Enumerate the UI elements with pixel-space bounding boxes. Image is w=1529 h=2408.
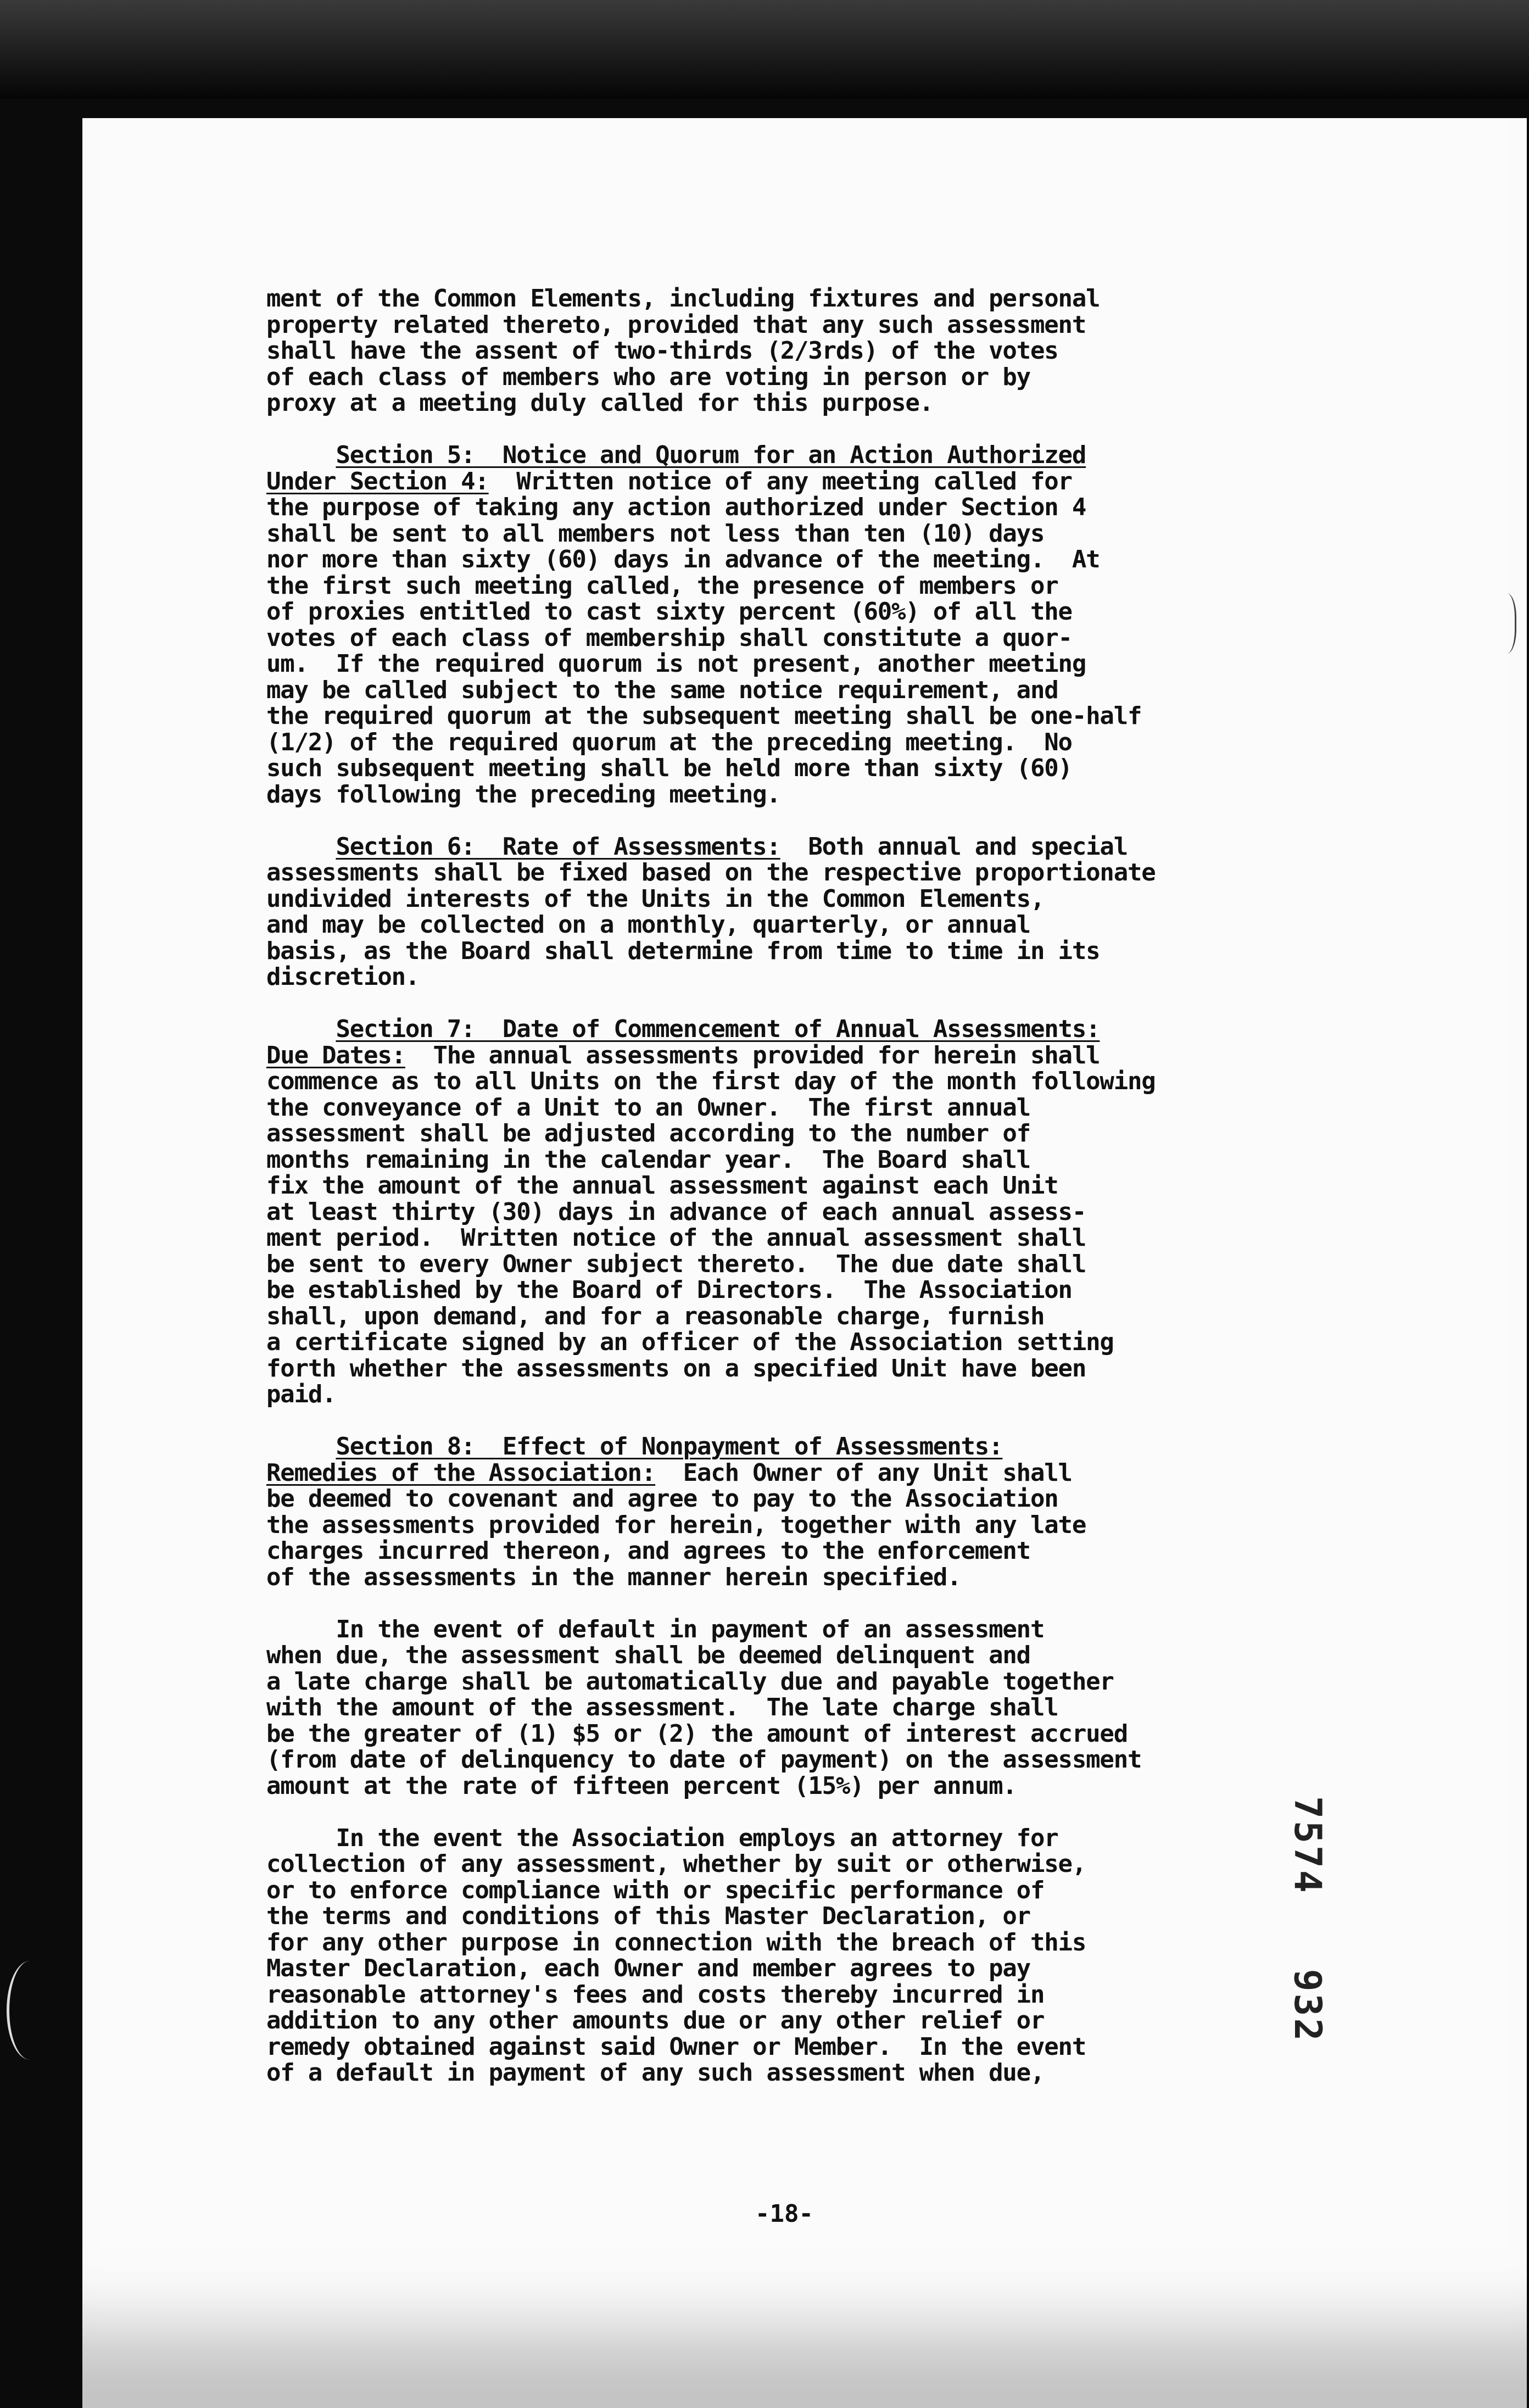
paragraph-block [266,286,1310,416]
page-number: -18- [755,2200,813,2228]
text-line: of each class of members who are voting in person or by [266,363,1030,391]
text-line: remedy obtained against said Owner or Member. In the event [266,2032,1086,2061]
section-text: Written notice of any meeting called for [488,467,1072,495]
section-heading: Section 6: Rate of Assessments: [336,832,780,861]
text-line: the conveyance of a Unit to an Owner. The first annual [266,1093,1030,1122]
text-line: be established by the Board of Directors. The Association [266,1276,1072,1304]
text-line: for any other purpose in connection with the breach of this [266,1928,1086,1956]
text-line: commence as to all Units on the first day of the month following [266,1067,1156,1095]
text-line: charges incurred thereon, and agrees to the enforcement [266,1537,1030,1565]
indent [266,833,336,861]
text-line: be the greater of (1) $5 or (2) the amount of interest accrued [266,1719,1128,1748]
text-line: votes of each class of membership shall constitute a quor- [266,623,1072,652]
text-line: the required quorum at the subsequent meeting shall be one-half [266,702,1142,730]
text-line: a certificate signed by an officer of the Association setting [266,1328,1114,1356]
text-line: um. If the required quorum is not present, another meeting [266,650,1086,678]
text-line: proxy at a meeting duly called for this purpose. [266,389,933,417]
text-line: property related thereto, provided that any such assessment [266,310,1086,339]
text-line: and may be collected on a monthly, quarterly, or annual [266,911,1030,939]
section-heading: Section 7: Date of Commencement of Annual Assessments: [336,1015,1100,1043]
margin-pen-mark [1493,593,1516,654]
paragraph-gap [266,990,1310,1017]
section-heading: Section 8: Effect of Nonpayment of Assessments: [336,1432,1003,1461]
text-line: such subsequent meeting shall be held more than sixty (60) [266,754,1072,782]
document-body [266,286,1310,2086]
text-line: be sent to every Owner subject thereto. The due date shall [266,1250,1086,1278]
section-text: The annual assessments provided for herein shall [405,1041,1100,1069]
text-line: In the event the Association employs an attorney for [266,1824,1058,1852]
section-heading-line [266,1460,1310,1486]
text-line: assessment shall be adjusted according to the number of [266,1119,1030,1147]
section-text: Each Owner of any Unit shall [655,1458,1072,1487]
text-line: at least thirty (30) days in advance of each annual assess- [266,1197,1086,1226]
paragraph-gap [266,1590,1310,1617]
text-line: paid. [266,1380,336,1408]
text-line: ment of the Common Elements, including fixtures and personal [266,285,1100,313]
section-block [266,1016,1310,1408]
section-heading-line [266,1434,1310,1460]
paragraph-gap [266,1408,1310,1434]
paragraph-gap [266,1799,1310,1825]
text-line: ment period. Written notice of the annual assessment shall [266,1224,1086,1252]
section-block [266,834,1310,990]
text-line: the assessments provided for herein, together with any late [266,1510,1086,1539]
text-line: the first such meeting called, the presence of members or [266,571,1058,600]
text-line: when due, the assessment shall be deemed delinquent and [266,1641,1030,1669]
section-heading: Section 5: Notice and Quorum for an Action Authorized [336,441,1086,469]
text-line: or to enforce compliance with or specific performance of [266,1876,1045,1904]
recording-stamp: 7574 932 [1286,1796,1329,2043]
text-line: a late charge shall be automatically due and payable together [266,1667,1114,1696]
text-line: of proxies entitled to cast sixty percent (60%) of all the [266,598,1072,626]
text-line: addition to any other amounts due or any other relief or [266,2006,1045,2034]
text-line: be deemed to covenant and agree to pay to the Association [266,1485,1058,1513]
section-block [266,1434,1310,1590]
text-line: amount at the rate of fifteen percent (15%) per annum. [266,1771,1017,1800]
text-line: basis, as the Board shall determine from time to time in its [266,937,1100,965]
section-heading-line [266,1016,1310,1043]
text-line: forth whether the assessments on a specified Unit have been [266,1354,1086,1383]
text-line: undivided interests of the Units in the Common Elements, [266,884,1045,913]
indent [266,1015,336,1043]
text-line: Master Declaration, each Owner and member agrees to pay [266,1954,1030,1982]
paragraph-gap [266,807,1310,834]
section-block [266,442,1310,807]
text-line: may be called subject to the same notice requirement, and [266,676,1058,704]
text-line: discretion. [266,963,420,991]
text-line: (from date of delinquency to date of payment) on the assessment [266,1746,1142,1774]
section-heading-line [266,834,1310,860]
text-line: nor more than sixty (60) days in advance of the meeting. At [266,545,1100,573]
text-line: with the amount of the assessment. The late charge shall [266,1693,1058,1721]
text-line: fix the amount of the annual assessment against each Unit [266,1172,1058,1200]
text-line: (1/2) of the required quorum at the preceding meeting. No [266,728,1072,756]
scan-top-border [0,0,1529,99]
section-heading-cont: Under Section 4: [266,467,489,495]
indent [266,441,336,469]
paragraph-gap [266,416,1310,443]
section-heading-line [266,1043,1310,1069]
paragraph-block [266,1617,1310,1799]
section-heading-cont: Remedies of the Association: [266,1458,656,1487]
text-line: the purpose of taking any action authorized under Section 4 [266,493,1086,521]
text-line: days following the preceding meeting. [266,780,780,809]
section-heading-line [266,469,1310,495]
text-line: of the assessments in the manner herein specified. [266,1563,961,1591]
scan-edge-mark [7,1961,53,2060]
text-line: shall, upon demand, and for a reasonable charge, furnish [266,1302,1045,1330]
text-line: of a default in payment of any such assessment when due, [266,2059,1045,2087]
section-text: Both annual and special [780,832,1128,861]
paragraph-block [266,1825,1310,2086]
text-line: In the event of default in payment of an assessment [266,1615,1045,1643]
indent [266,1432,336,1461]
document-page [82,118,1527,2408]
section-heading-line [266,442,1310,469]
text-line: reasonable attorney's fees and costs thereby incurred in [266,1980,1045,2009]
section-heading-cont: Due Dates: [266,1041,405,1069]
text-line: assessments shall be fixed based on the respective proportionate [266,859,1156,887]
text-line: shall have the assent of two-thirds (2/3rds) of the votes [266,337,1058,365]
text-line: months remaining in the calendar year. The Board shall [266,1145,1030,1174]
text-line: collection of any assessment, whether by suit or otherwise, [266,1850,1086,1878]
text-line: shall be sent to all members not less than ten (10) days [266,519,1045,548]
text-line: the terms and conditions of this Master Declaration, or [266,1902,1030,1930]
